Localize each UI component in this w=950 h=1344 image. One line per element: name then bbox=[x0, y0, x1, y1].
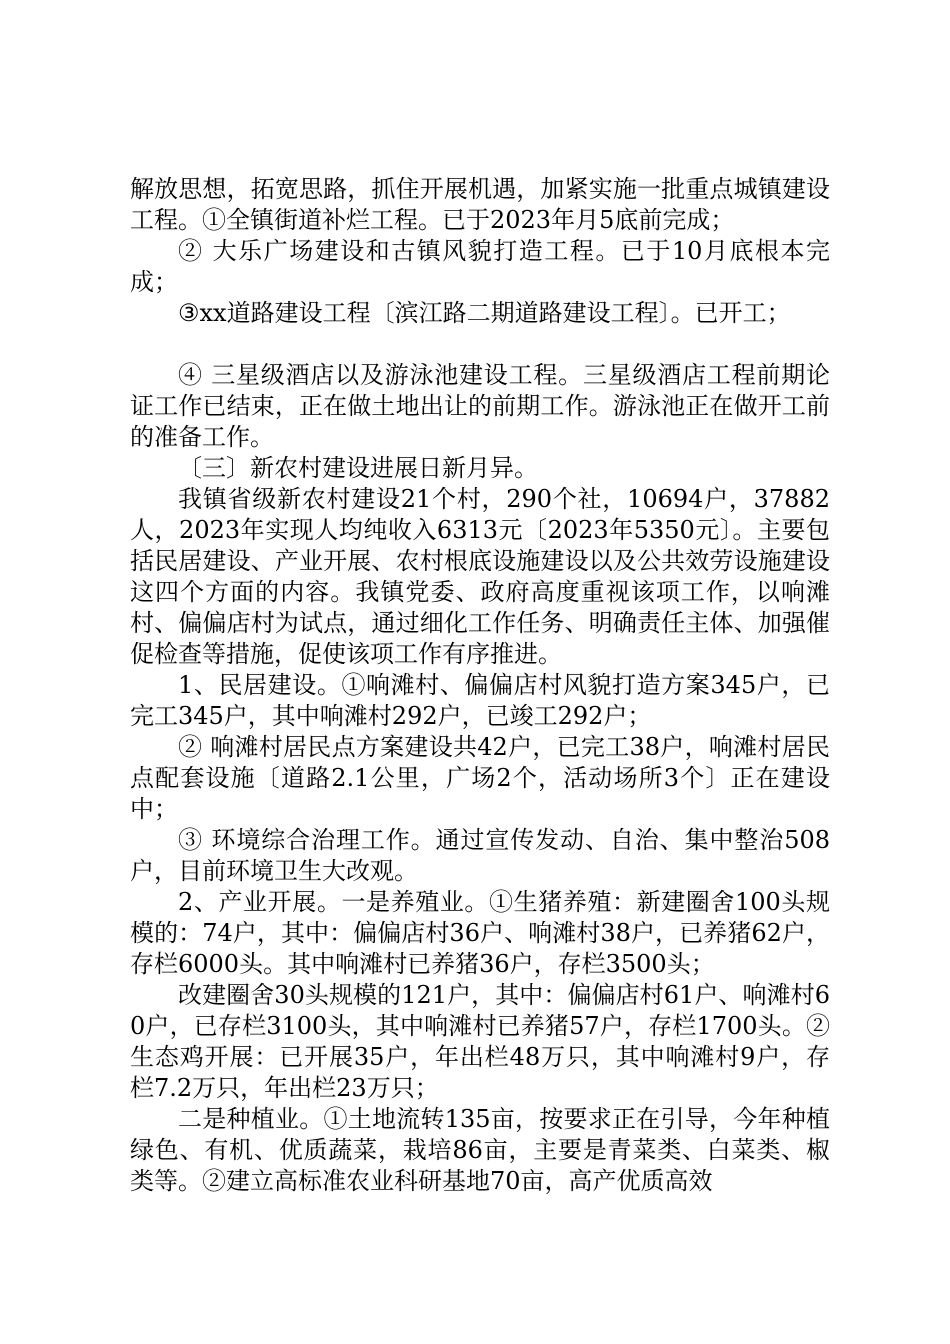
paragraph-planting: 二是种植业。①土地流转135亩，按要求正在引导，今年种植绿色、有机、优质蔬菜，栽培86亩，主要是青菜类、白菜类、椒类等。②建立高标准农业科研基地70亩，高产优质高效 bbox=[130, 1105, 830, 1195]
paragraph-item-4: ④ 三星级酒店以及游泳池建设工程。三星级酒店工程前期论证工作已结束，正在做土地出让的前期工作。游泳池正在做开工前的准备工作。 bbox=[130, 361, 830, 451]
paragraph-industry: 2、产业开展。一是养殖业。①生猪养殖：新建圈舍100头规模的：74户，其中：偏偏店村36户、响滩村38户，已养猪62户，存栏6000头。其中响滩村已养猪36户，存栏3500头； bbox=[130, 888, 830, 978]
paragraph-item-3: ③xx道路建设工程〔滨江路二期道路建设工程〕。已开工； bbox=[178, 299, 791, 327]
paragraph-new-countryside: 我镇省级新农村建设21个村，290个社，10694户，37882人，2023年实现人均纯收入6313元〔2023年5350元〕。主要包括民居建设、产业开展、农村根底设施建设以及公共效劳设施建设这四个方面的内容。我镇党委、政府高度重视该项工作，以响滩村、偏偏店村为试点，通过细化工作任务、明确责任主体、加强催促检查等措施，促使该项工作有序推进。 bbox=[130, 485, 830, 668]
section-heading-3: 〔三〕新农村建设进展日新月异。 bbox=[178, 454, 538, 482]
paragraph-intro: 解放思想，拓宽思路，抓住开展机遇，加紧实施一批重点城镇建设工程。①全镇街道补烂工程。已于2023年月5底前完成； bbox=[130, 175, 830, 234]
paragraph-housing: 1、民居建设。①响滩村、偏偏店村风貌打造方案345户，已完工345户，其中响滩村292户，已竣工292户； bbox=[130, 671, 830, 730]
paragraph-spacer bbox=[130, 329, 830, 360]
paragraph-item-2: ② 大乐广场建设和古镇风貌打造工程。已于10月底根本完成； bbox=[130, 237, 830, 296]
paragraph-housing-3: ③ 环境综合治理工作。通过宣传发动、自治、集中整治508户，目前环境卫生大改观。 bbox=[130, 826, 830, 885]
paragraph-industry-2: 改建圈舍30头规模的121户，其中：偏偏店村61户、响滩村60户，已存栏3100头，其中响滩村已养猪57户，存栏1700头。②生态鸡开展：已开展35户，年出栏48万只，其中响滩村9户，存栏7.2万只，年出栏23万只； bbox=[130, 981, 830, 1102]
paragraph-housing-2: ② 响滩村居民点方案建设共42户，已完工38户，响滩村居民点配套设施〔道路2.1公里，广场2个，活动场所3个〕正在建设中； bbox=[130, 733, 830, 823]
document-body bbox=[130, 174, 830, 1197]
